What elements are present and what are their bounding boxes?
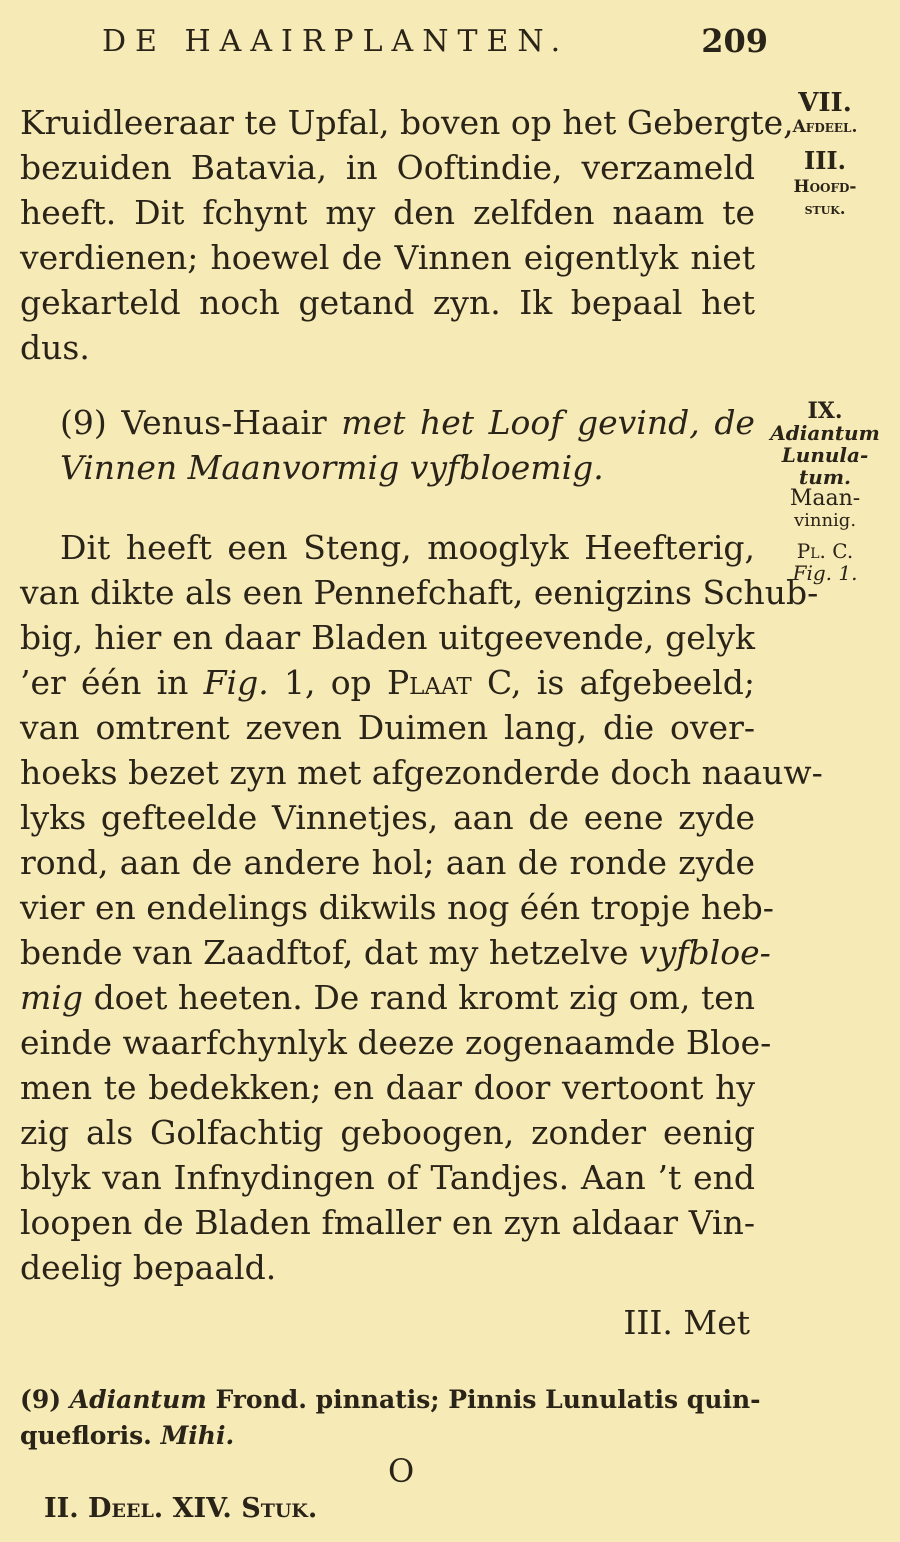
text-line: men te bedekken; en daar door vertoont hy (20, 1068, 755, 1107)
footnote (20, 1382, 761, 1454)
text-line: van omtrent zeven Duimen lang, die over- (20, 708, 755, 747)
species-description-line: Vinnen Maanvormig vyfbloemig. (60, 448, 604, 487)
footnote-latin-name: Adiantum (69, 1385, 207, 1414)
running-head (102, 18, 772, 64)
margin-common-name-end: vinnig. (793, 510, 857, 531)
margin-note-section (755, 90, 895, 220)
margin-note-species (755, 400, 895, 584)
footnote-line: quefloris. Mihi. (20, 1421, 235, 1450)
text-line: loopen de Bladen fmaller en zyn aldaar Vin- (20, 1203, 755, 1242)
text-line: lyks gefteelde Vinnetjes, aan de eene zyde (20, 798, 755, 837)
text-line: bezuiden Batavia, in Ooftindie, verzameld (20, 148, 755, 187)
species-name: Venus-Haair (121, 403, 327, 442)
text-line: gekarteld noch getand zyn. Ik bepaal het (20, 283, 755, 322)
footnote-line: (9) Adiantum Frond. pinnatis; Pinnis Lunulatis quin- (20, 1385, 761, 1414)
margin-part-label: Afdeel. (792, 117, 858, 137)
species-description: met het Loof gevind, (341, 403, 700, 442)
text-line: Dit heeft een Steng, mooglyk Heefterig, (60, 528, 755, 567)
figure-ref: Fig. (203, 663, 269, 702)
text-line: Kruidleeraar te Upfal, boven op het Gebergte, (20, 103, 794, 142)
margin-chapter-label: Hoofd- (793, 177, 857, 197)
text-line: zig als Golfachtig geboogen, zonder eenig (20, 1113, 755, 1152)
species-description-paragraph (20, 525, 823, 1290)
text-line: blyk van Infnydingen of Tandjes. Aan ’t end (20, 1158, 755, 1197)
footnote-author: Mihi. (160, 1421, 235, 1450)
text-line-figure-ref: ’er één in Fig. 1, op Plaat C, is afgebeeld; (20, 663, 756, 702)
margin-latin-epithet-end: tum. (799, 465, 851, 489)
text-line: mig doet heeten. De rand kromt zig om, ten (20, 978, 755, 1017)
plate-ref: Plaat (386, 663, 472, 702)
species-heading (20, 400, 755, 490)
text-line: dus. (20, 328, 90, 367)
margin-figure-ref: Fig. 1. (792, 561, 858, 585)
text-line: big, hier en daar Bladen uitgeevende, gelyk (20, 618, 755, 657)
margin-latin-epithet: Lunula- (781, 443, 869, 467)
text-line: einde waarfchynlyk deeze zogenaamde Bloe- (20, 1023, 772, 1062)
text-line: van dikte als een Pennefchaft, eenigzins Schub- (20, 573, 819, 612)
footnote-number: (9) (20, 1385, 62, 1414)
page-number: 209 (701, 22, 768, 60)
catchword: III. Met (623, 1303, 750, 1342)
text-line: verdienen; hoewel de Vinnen eigentlyk niet (20, 238, 755, 277)
signature-mark: O (388, 1452, 415, 1490)
text-line: hoeks bezet zyn met afgezonderde doch naauw- (20, 753, 823, 792)
margin-species-number: IX. (807, 398, 843, 424)
text-line: bende van Zaadftof, dat my hetzelve vyfbloe- (20, 933, 771, 972)
species-description-end: de (714, 403, 755, 442)
sheet-mark: II. Deel. XIV. Stuk. (44, 1493, 318, 1524)
paragraph-continuation (20, 100, 794, 370)
margin-latin-name: Adiantum (770, 421, 880, 445)
species-heading-line (20, 400, 755, 445)
margin-chapter-number: III. (803, 146, 847, 175)
margin-part-number: VII. (798, 88, 852, 118)
species-number: (9) (60, 403, 107, 442)
text-line: deelig bepaald. (20, 1248, 277, 1287)
running-title: DE HAAIRPLANTEN. (102, 24, 570, 59)
text-line: heeft. Dit fchynt my den zelfden naam te (20, 193, 755, 232)
margin-common-name: Maan- (789, 486, 861, 511)
margin-chapter-label-end: stuk. (804, 199, 846, 218)
margin-plate-ref: Pl. C. (796, 539, 854, 563)
text-line: vier en endelings dikwils nog één tropje heb- (20, 888, 774, 927)
text-line: rond, aan de andere hol; aan de ronde zyde (20, 843, 755, 882)
